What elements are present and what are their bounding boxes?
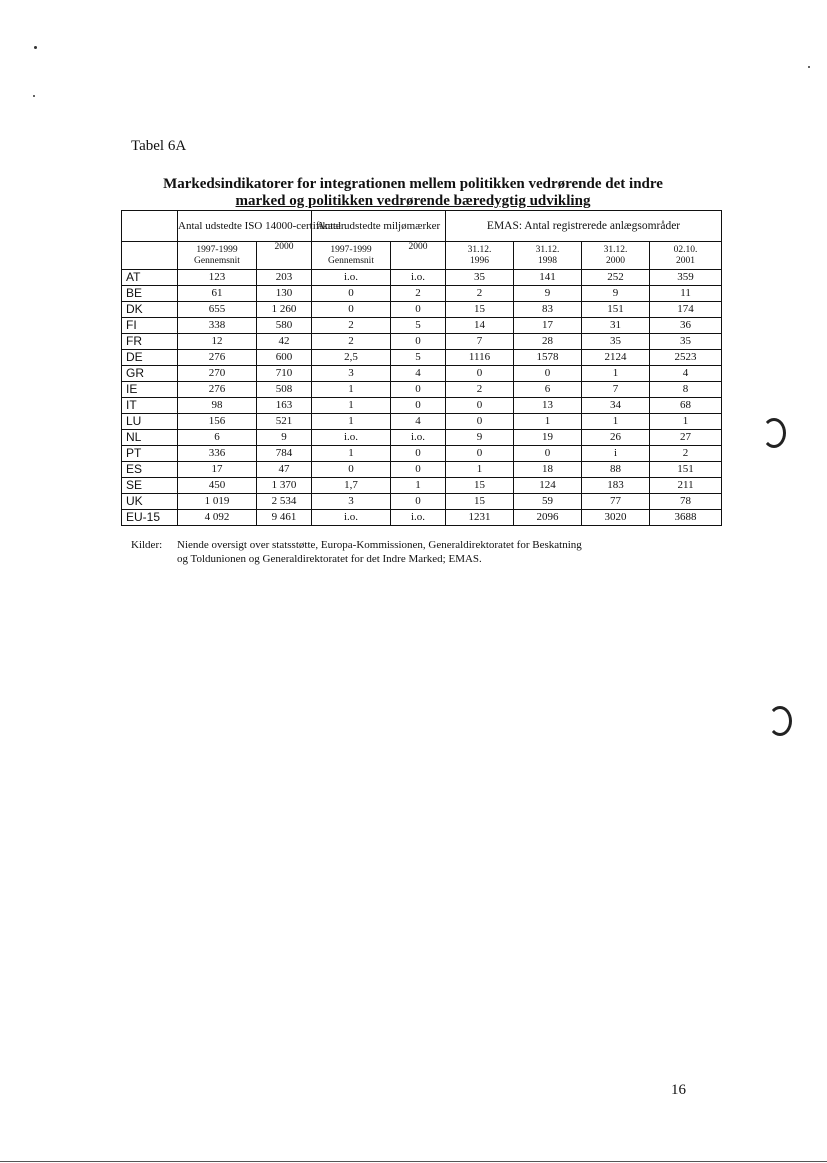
value-cell: 6 <box>514 382 582 398</box>
value-cell: 1116 <box>446 350 514 366</box>
value-cell: 1 <box>446 462 514 478</box>
value-cell: i <box>582 446 650 462</box>
value-cell: 0 <box>446 398 514 414</box>
value-cell: 4 <box>391 414 446 430</box>
table-title-line-2: marked og politikken vedrørende bæredygtig udvikling <box>235 193 591 209</box>
scan-speck <box>808 66 810 68</box>
value-cell: 4 092 <box>178 510 257 526</box>
country-cell: LU <box>122 414 178 430</box>
sub-header-line: 2001 <box>676 255 696 266</box>
value-cell: 151 <box>582 302 650 318</box>
value-cell: 2124 <box>582 350 650 366</box>
value-cell: 61 <box>178 286 257 302</box>
value-cell: 0 <box>391 302 446 318</box>
table-row <box>122 270 722 286</box>
value-cell: 4 <box>391 366 446 382</box>
value-cell: 123 <box>178 270 257 286</box>
value-cell: 163 <box>257 398 312 414</box>
sub-header-line: Gennemsnit <box>194 255 240 266</box>
country-cell: DE <box>122 350 178 366</box>
value-cell: 88 <box>582 462 650 478</box>
value-cell: 600 <box>257 350 312 366</box>
value-cell: 12 <box>178 334 257 350</box>
punch-hole-icon <box>762 418 786 448</box>
value-cell: 2096 <box>514 510 582 526</box>
value-cell: 3 <box>312 494 391 510</box>
corner-cell <box>122 211 178 242</box>
country-cell: FR <box>122 334 178 350</box>
value-cell: 28 <box>514 334 582 350</box>
value-cell: 0 <box>446 446 514 462</box>
value-cell: 59 <box>514 494 582 510</box>
value-cell: 2 <box>446 382 514 398</box>
value-cell: 1 <box>312 382 391 398</box>
value-cell: 710 <box>257 366 312 382</box>
table-row <box>122 478 722 494</box>
value-cell: i.o. <box>391 270 446 286</box>
value-cell: 36 <box>650 318 722 334</box>
value-cell: 359 <box>650 270 722 286</box>
source-line-2: og Toldunionen og Generaldirektoratet for det Indre Marked; EMAS. <box>177 553 482 565</box>
table-row <box>122 446 722 462</box>
table-title-line-1: Markedsindikatorer for integrationen mellem politikken vedrørende det indre <box>163 176 663 192</box>
country-cell: PT <box>122 446 178 462</box>
punch-hole-icon <box>768 706 792 736</box>
sub-header-row <box>122 242 722 270</box>
value-cell: 1 <box>312 398 391 414</box>
value-cell: 203 <box>257 270 312 286</box>
value-cell: 1 <box>582 366 650 382</box>
value-cell: 1 260 <box>257 302 312 318</box>
value-cell: 784 <box>257 446 312 462</box>
country-cell: ES <box>122 462 178 478</box>
country-cell: AT <box>122 270 178 286</box>
value-cell: 1 370 <box>257 478 312 494</box>
value-cell: 15 <box>446 494 514 510</box>
group-header-row <box>122 211 722 242</box>
table-row <box>122 302 722 318</box>
value-cell: 2 <box>312 334 391 350</box>
source-label: Kilder: <box>131 539 163 551</box>
value-cell: 1578 <box>514 350 582 366</box>
value-cell: 0 <box>391 334 446 350</box>
eco-avg-header <box>312 242 391 270</box>
sub-header-line: 1997-1999 <box>330 244 372 255</box>
value-cell: 151 <box>650 462 722 478</box>
value-cell: 47 <box>257 462 312 478</box>
table-body <box>122 270 722 526</box>
value-cell: 0 <box>446 414 514 430</box>
value-cell: 1 <box>312 414 391 430</box>
country-cell: IE <box>122 382 178 398</box>
emas-2001-header <box>650 242 722 270</box>
value-cell: 276 <box>178 350 257 366</box>
value-cell: 252 <box>582 270 650 286</box>
value-cell: 2523 <box>650 350 722 366</box>
value-cell: 580 <box>257 318 312 334</box>
value-cell: 7 <box>582 382 650 398</box>
table-row <box>122 286 722 302</box>
value-cell: 9 <box>257 430 312 446</box>
table-row <box>122 318 722 334</box>
value-cell: 130 <box>257 286 312 302</box>
value-cell: 98 <box>178 398 257 414</box>
eco-2000-header: 2000 <box>391 242 446 270</box>
table-row <box>122 350 722 366</box>
table-row <box>122 494 722 510</box>
value-cell: 276 <box>178 382 257 398</box>
country-cell: EU-15 <box>122 510 178 526</box>
value-cell: 35 <box>446 270 514 286</box>
value-cell: 0 <box>312 286 391 302</box>
table-title <box>120 176 706 210</box>
market-indicator-table <box>121 210 722 526</box>
value-cell: 31 <box>582 318 650 334</box>
value-cell: 2 <box>650 446 722 462</box>
value-cell: 183 <box>582 478 650 494</box>
sub-header-line: 1996 <box>470 255 490 266</box>
value-cell: 77 <box>582 494 650 510</box>
value-cell: 211 <box>650 478 722 494</box>
value-cell: 17 <box>178 462 257 478</box>
value-cell: i.o. <box>312 510 391 526</box>
value-cell: 141 <box>514 270 582 286</box>
source-text <box>177 538 697 566</box>
table-row <box>122 334 722 350</box>
value-cell: 5 <box>391 318 446 334</box>
value-cell: 7 <box>446 334 514 350</box>
value-cell: 338 <box>178 318 257 334</box>
value-cell: 450 <box>178 478 257 494</box>
value-cell: 78 <box>650 494 722 510</box>
country-cell: IT <box>122 398 178 414</box>
value-cell: 1 <box>650 414 722 430</box>
sub-header-line: 02.10. <box>673 244 698 255</box>
value-cell: 1 <box>312 446 391 462</box>
value-cell: 1 <box>391 478 446 494</box>
value-cell: i.o. <box>312 430 391 446</box>
value-cell: 0 <box>446 366 514 382</box>
sub-header-line: 2000 <box>606 255 626 266</box>
value-cell: 2 <box>391 286 446 302</box>
iso-avg-header <box>178 242 257 270</box>
country-cell: FI <box>122 318 178 334</box>
value-cell: 0 <box>514 446 582 462</box>
source-note <box>131 538 711 566</box>
table-label: Tabel 6A <box>131 138 187 154</box>
source-line-1: Niende oversigt over statsstøtte, Europa-Kommissionen, Generaldirektoratet for Beskatning <box>177 539 582 551</box>
value-cell: 9 <box>582 286 650 302</box>
sub-header-line: 31.12. <box>467 244 492 255</box>
value-cell: 1 019 <box>178 494 257 510</box>
value-cell: 0 <box>391 382 446 398</box>
country-cell: DK <box>122 302 178 318</box>
iso-header: Antal udstedte ISO 14000-certifikater <box>178 211 312 242</box>
sub-header-line: 1998 <box>538 255 558 266</box>
value-cell: 1 <box>514 414 582 430</box>
country-cell: SE <box>122 478 178 494</box>
value-cell: 124 <box>514 478 582 494</box>
sub-header-line: 31.12. <box>603 244 628 255</box>
sub-header-line: Gennemsnit <box>328 255 374 266</box>
value-cell: 0 <box>312 462 391 478</box>
value-cell: 1231 <box>446 510 514 526</box>
value-cell: 19 <box>514 430 582 446</box>
value-cell: 3 <box>312 366 391 382</box>
emas-1998-header <box>514 242 582 270</box>
value-cell: 1,7 <box>312 478 391 494</box>
table-row <box>122 510 722 526</box>
value-cell: 18 <box>514 462 582 478</box>
corner-cell <box>122 242 178 270</box>
table-row <box>122 398 722 414</box>
value-cell: 2 <box>312 318 391 334</box>
table-row <box>122 366 722 382</box>
value-cell: 14 <box>446 318 514 334</box>
emas-2000-header <box>582 242 650 270</box>
ecolabel-header: Antal udstedte miljømærker <box>312 211 446 242</box>
table-row <box>122 414 722 430</box>
value-cell: 2 534 <box>257 494 312 510</box>
value-cell: i.o. <box>391 430 446 446</box>
country-cell: BE <box>122 286 178 302</box>
value-cell: 5 <box>391 350 446 366</box>
table-row <box>122 430 722 446</box>
value-cell: 0 <box>391 462 446 478</box>
value-cell: 17 <box>514 318 582 334</box>
value-cell: 270 <box>178 366 257 382</box>
emas-1996-header <box>446 242 514 270</box>
value-cell: 68 <box>650 398 722 414</box>
value-cell: 6 <box>178 430 257 446</box>
value-cell: 4 <box>650 366 722 382</box>
value-cell: 2,5 <box>312 350 391 366</box>
value-cell: 42 <box>257 334 312 350</box>
value-cell: 508 <box>257 382 312 398</box>
value-cell: 34 <box>582 398 650 414</box>
value-cell: 0 <box>391 494 446 510</box>
value-cell: 9 <box>446 430 514 446</box>
value-cell: 0 <box>312 302 391 318</box>
value-cell: 83 <box>514 302 582 318</box>
sub-header-line: 1997-1999 <box>196 244 238 255</box>
scan-speck <box>34 46 37 49</box>
value-cell: 1 <box>582 414 650 430</box>
value-cell: 8 <box>650 382 722 398</box>
scan-speck <box>33 95 35 97</box>
value-cell: 174 <box>650 302 722 318</box>
value-cell: 13 <box>514 398 582 414</box>
page-number: 16 <box>671 1082 686 1098</box>
bottom-edge-line <box>0 1161 827 1162</box>
value-cell: 2 <box>446 286 514 302</box>
value-cell: 3020 <box>582 510 650 526</box>
value-cell: 3688 <box>650 510 722 526</box>
value-cell: 26 <box>582 430 650 446</box>
value-cell: i.o. <box>312 270 391 286</box>
value-cell: 156 <box>178 414 257 430</box>
value-cell: 0 <box>514 366 582 382</box>
value-cell: 15 <box>446 302 514 318</box>
value-cell: i.o. <box>391 510 446 526</box>
value-cell: 0 <box>391 446 446 462</box>
value-cell: 521 <box>257 414 312 430</box>
value-cell: 336 <box>178 446 257 462</box>
value-cell: 655 <box>178 302 257 318</box>
value-cell: 35 <box>650 334 722 350</box>
value-cell: 27 <box>650 430 722 446</box>
country-cell: GR <box>122 366 178 382</box>
value-cell: 9 <box>514 286 582 302</box>
country-cell: UK <box>122 494 178 510</box>
table-row <box>122 462 722 478</box>
value-cell: 9 461 <box>257 510 312 526</box>
value-cell: 15 <box>446 478 514 494</box>
value-cell: 35 <box>582 334 650 350</box>
emas-header: EMAS: Antal registrerede anlægsområder <box>446 211 722 242</box>
iso-2000-header: 2000 <box>257 242 312 270</box>
table-row <box>122 382 722 398</box>
value-cell: 11 <box>650 286 722 302</box>
value-cell: 0 <box>391 398 446 414</box>
sub-header-line: 31.12. <box>535 244 560 255</box>
country-cell: NL <box>122 430 178 446</box>
